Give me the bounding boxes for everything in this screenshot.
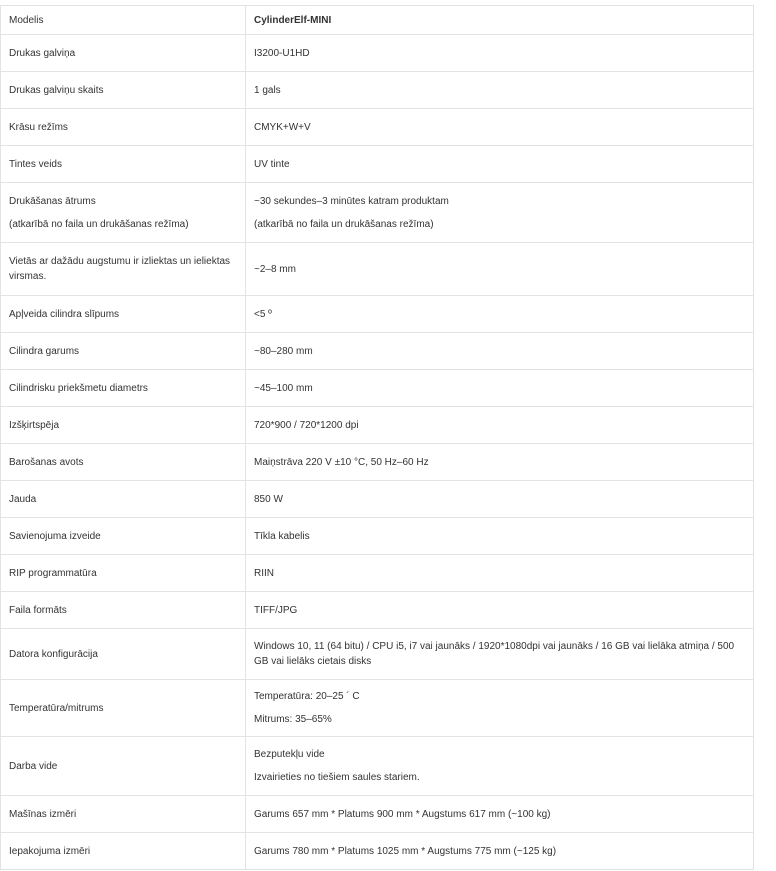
row-label: Datora konfigurācija <box>1 629 246 680</box>
row-value-line: (atkarībā no faila un drukāšanas režīma) <box>254 218 434 230</box>
row-value: I3200-U1HD <box>246 35 754 72</box>
row-label: Cilindra garums <box>1 333 246 370</box>
row-value: ~2–8 mm <box>246 243 754 296</box>
table-row <box>1 592 754 629</box>
row-label: Savienojuma izveide <box>1 518 246 555</box>
table-row <box>1 481 754 518</box>
table-row <box>1 737 754 796</box>
row-value: 850 W <box>246 481 754 518</box>
row-label: Faila formāts <box>1 592 246 629</box>
table-row <box>1 629 754 680</box>
table-row <box>1 183 754 243</box>
row-value: 720*900 / 720*1200 dpi <box>246 407 754 444</box>
row-value: UV tinte <box>246 146 754 183</box>
row-label-line: (atkarībā no faila un drukāšanas režīma) <box>9 218 189 230</box>
row-value <box>246 737 754 796</box>
row-label: Cilindrisku priekšmetu diametrs <box>1 370 246 407</box>
row-label: Apļveida cilindra slīpums <box>1 296 246 333</box>
table-row <box>1 243 754 296</box>
table-row <box>1 444 754 481</box>
row-value-line: ~30 sekundes–3 minūtes katram produktam <box>254 195 449 207</box>
row-label: Jauda <box>1 481 246 518</box>
row-value: CylinderElf-MINI <box>246 6 754 35</box>
row-label: Mašīnas izmēri <box>1 796 246 833</box>
table-row <box>1 296 754 333</box>
row-value: Garums 780 mm * Platums 1025 mm * Augstums 775 mm (~125 kg) <box>246 833 754 870</box>
row-label: Darba vide <box>1 737 246 796</box>
row-value: <5 º <box>246 296 754 333</box>
row-label: Iepakojuma izmēri <box>1 833 246 870</box>
row-value <box>246 183 754 243</box>
table-row <box>1 370 754 407</box>
table-row <box>1 407 754 444</box>
row-label: Vietās ar dažādu augstumu ir izliektas un ieliektas virsmas. <box>1 243 246 296</box>
row-value: CMYK+W+V <box>246 109 754 146</box>
table-row <box>1 555 754 592</box>
row-value-line: Mitrums: 35–65% <box>254 714 332 725</box>
row-value <box>246 680 754 737</box>
row-label: Drukas galviņa <box>1 35 246 72</box>
row-label: Drukas galviņu skaits <box>1 72 246 109</box>
row-value: RIIN <box>246 555 754 592</box>
table-row <box>1 6 754 35</box>
table-row <box>1 72 754 109</box>
row-value: Windows 10, 11 (64 bitu) / CPU i5, i7 vai jaunāks / 1920*1080dpi vai jaunāks / 16 GB vai lielāka atmiņa / 500 GB vai lielāks cietais disks <box>246 629 754 680</box>
row-value-line: Izvairieties no tiešiem saules stariem. <box>254 772 420 783</box>
row-value: 1 gals <box>246 72 754 109</box>
row-label: Izšķirtspēja <box>1 407 246 444</box>
row-label: Tintes veids <box>1 146 246 183</box>
table-row <box>1 146 754 183</box>
row-label: RIP programmatūra <box>1 555 246 592</box>
row-value: Maiņstrāva 220 V ±10 °C, 50 Hz–60 Hz <box>246 444 754 481</box>
table-row <box>1 796 754 833</box>
row-value-line: Bezputekļu vide <box>254 749 325 760</box>
table-row <box>1 518 754 555</box>
table-row <box>1 333 754 370</box>
row-label-line: Drukāšanas ātrums <box>9 195 96 207</box>
row-value: Tīkla kabelis <box>246 518 754 555</box>
row-label: Barošanas avots <box>1 444 246 481</box>
row-label: Temperatūra/mitrums <box>1 680 246 737</box>
row-label <box>1 183 246 243</box>
row-value: ~45–100 mm <box>246 370 754 407</box>
row-value: Garums 657 mm * Platums 900 mm * Augstums 617 mm (~100 kg) <box>246 796 754 833</box>
row-label: Modelis <box>1 6 246 35</box>
table-row <box>1 833 754 870</box>
table-row <box>1 680 754 737</box>
spec-table <box>0 5 754 870</box>
row-value: ~80–280 mm <box>246 333 754 370</box>
table-row <box>1 109 754 146</box>
row-value: TIFF/JPG <box>246 592 754 629</box>
row-label: Krāsu režīms <box>1 109 246 146</box>
table-row <box>1 35 754 72</box>
row-value-line: Temperatūra: 20–25 ´ C <box>254 691 360 702</box>
